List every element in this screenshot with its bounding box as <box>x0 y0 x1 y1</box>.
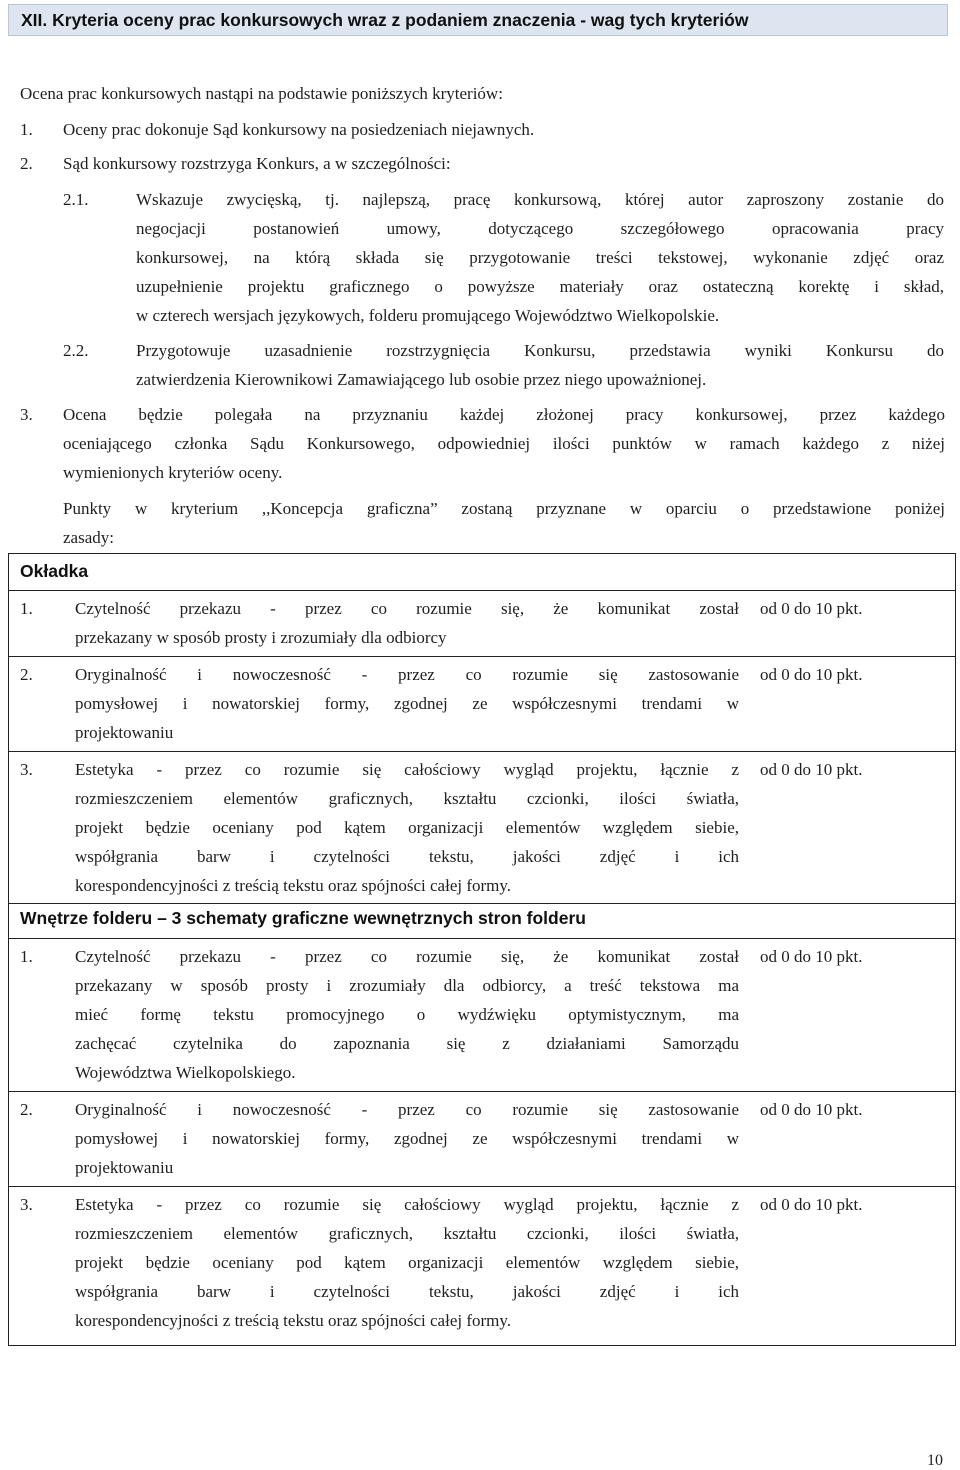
criterion-line: Czytelność przekazu - przez co rozumie się, że komunikat został <box>75 599 739 618</box>
paragraph-line: w czterech wersjach językowych, folderu promującego Województwo Wielkopolskie. <box>136 306 720 325</box>
paragraph-line: uzupełnienie projektu graficznego o powyższe materiały oraz ostateczną korektę i skład, <box>136 277 944 296</box>
criterion-description <box>75 594 739 652</box>
paragraph-line: Przygotowuje uzasadnienie rozstrzygnięcia Konkursu, przedstawia wyniki Konkursu do <box>136 341 944 360</box>
subitem-paragraph <box>136 336 944 394</box>
item-text: Oceny prac dokonuje Sąd konkursowy na posiedzeniach niejawnych. <box>63 120 535 139</box>
criterion-number: 3. <box>20 1195 33 1214</box>
table-divider <box>8 751 956 752</box>
criterion-points: od 0 do 10 pkt. <box>760 1100 863 1119</box>
criterion-line: mieć formę tekstu promocyjnego o wydźwięku optymistycznym, ma <box>75 1005 739 1024</box>
criterion-line: projekt będzie oceniany pod kątem organizacji elementów względem siebie, <box>75 818 739 837</box>
criterion-description <box>75 1190 739 1335</box>
section-heading: XII. Kryteria oceny prac konkursowych wraz z podaniem znaczenia - wag tych kryteriów <box>8 4 948 36</box>
criterion-number: 1. <box>20 599 33 618</box>
criterion-line: Oryginalność i nowoczesność - przez co rozumie się zastosowanie <box>75 665 739 684</box>
criterion-points: od 0 do 10 pkt. <box>760 1195 863 1214</box>
criterion-line: Oryginalność i nowoczesność - przez co rozumie się zastosowanie <box>75 1100 739 1119</box>
subitem-number: 2.1. <box>63 190 89 209</box>
criterion-line: korespondencyjności z treścią tekstu oraz spójności całej formy. <box>75 876 512 895</box>
table-divider <box>8 590 956 591</box>
criterion-description <box>75 942 739 1087</box>
paragraph-line: Wskazuje zwycięską, tj. najlepszą, pracę konkursową, której autor zaproszony zostanie do <box>136 190 944 209</box>
table-divider <box>8 938 956 939</box>
item-number: 1. <box>20 120 33 139</box>
criterion-number: 3. <box>20 760 33 779</box>
table-divider <box>8 656 956 657</box>
criterion-number: 2. <box>20 1100 33 1119</box>
item-paragraph <box>63 400 945 487</box>
criterion-line: przekazany w sposób prosty i zrozumiały dla odbiorcy, a treść tekstowa ma <box>75 976 739 995</box>
criterion-line: zachęcać czytelnika do zapoznania się z działaniami Samorządu <box>75 1034 739 1053</box>
criterion-points: od 0 do 10 pkt. <box>760 947 863 966</box>
table-divider <box>8 903 956 904</box>
paragraph-line: wymienionych kryteriów oceny. <box>63 463 283 482</box>
table-divider <box>8 1091 956 1092</box>
criterion-number: 1. <box>20 947 33 966</box>
intro-text: Ocena prac konkursowych nastąpi na podstawie poniższych kryteriów: <box>20 84 503 103</box>
criterion-line: pomysłowej i nowatorskiej formy, zgodnej ze współczesnymi trendami w <box>75 1129 739 1148</box>
criterion-line: rozmieszczeniem elementów graficznych, kształtu czcionki, ilości światła, <box>75 1224 739 1243</box>
criterion-description <box>75 1095 739 1182</box>
criterion-line: projektowaniu <box>75 723 174 742</box>
paragraph-line: Ocena będzie polegała na przyznaniu każdej złożonej pracy konkursowej, przez każdego <box>63 405 945 424</box>
table-divider <box>8 1186 956 1187</box>
criterion-points: od 0 do 10 pkt. <box>760 665 863 684</box>
paragraph-line: Punkty w kryterium ,,Koncepcja graficzna” zostaną przyznane w oparciu o przedstawione poniżej <box>63 499 945 518</box>
criterion-line: rozmieszczeniem elementów graficznych, kształtu czcionki, ilości światła, <box>75 789 739 808</box>
table-section-title: Okładka <box>20 561 89 581</box>
subitem-paragraph <box>136 185 944 330</box>
criterion-description <box>75 660 739 747</box>
item-number: 3. <box>20 405 33 424</box>
page-number: 10 <box>927 1452 943 1469</box>
criterion-line: pomysłowej i nowatorskiej formy, zgodnej ze współczesnymi trendami w <box>75 694 739 713</box>
paragraph-line: zatwierdzenia Kierownikowi Zamawiającego lub osobie przez niego upoważnionej. <box>136 370 707 389</box>
paragraph-line: oceniającego członka Sądu Konkursowego, odpowiedniej ilości punktów w ramach każdego z niżej <box>63 434 945 453</box>
criterion-points: od 0 do 10 pkt. <box>760 760 863 779</box>
criterion-number: 2. <box>20 665 33 684</box>
criterion-points: od 0 do 10 pkt. <box>760 599 863 618</box>
criterion-line: Województwa Wielkopolskiego. <box>75 1063 296 1082</box>
criterion-line: przekazany w sposób prosty i zrozumiały dla odbiorcy <box>75 628 447 647</box>
paragraph-line: negocjacji postanowień umowy, dotyczącego szczegółowego opracowania pracy <box>136 219 944 238</box>
item-text: Sąd konkursowy rozstrzyga Konkurs, a w szczególności: <box>63 154 451 173</box>
item-number: 2. <box>20 154 33 173</box>
points-intro <box>63 494 945 552</box>
criterion-line: współgrania barw i czytelności tekstu, jakości zdjęć i ich <box>75 1282 739 1301</box>
criterion-line: Estetyka - przez co rozumie się całościowy wygląd projektu, łącznie z <box>75 760 739 779</box>
criterion-line: Estetyka - przez co rozumie się całościowy wygląd projektu, łącznie z <box>75 1195 739 1214</box>
criterion-line: Czytelność przekazu - przez co rozumie się, że komunikat został <box>75 947 739 966</box>
criterion-description <box>75 755 739 900</box>
criterion-line: współgrania barw i czytelności tekstu, jakości zdjęć i ich <box>75 847 739 866</box>
table-section-title: Wnętrze folderu – 3 schematy graficzne wewnętrznych stron folderu <box>20 908 586 928</box>
criterion-line: korespondencyjności z treścią tekstu oraz spójności całej formy. <box>75 1311 512 1330</box>
paragraph-line: zasady: <box>63 528 114 547</box>
paragraph-line: konkursowej, na którą składa się przygotowanie treści tekstowej, wykonanie zdjęć oraz <box>136 248 944 267</box>
criterion-line: projekt będzie oceniany pod kątem organizacji elementów względem siebie, <box>75 1253 739 1272</box>
criterion-line: projektowaniu <box>75 1158 174 1177</box>
subitem-number: 2.2. <box>63 341 89 360</box>
